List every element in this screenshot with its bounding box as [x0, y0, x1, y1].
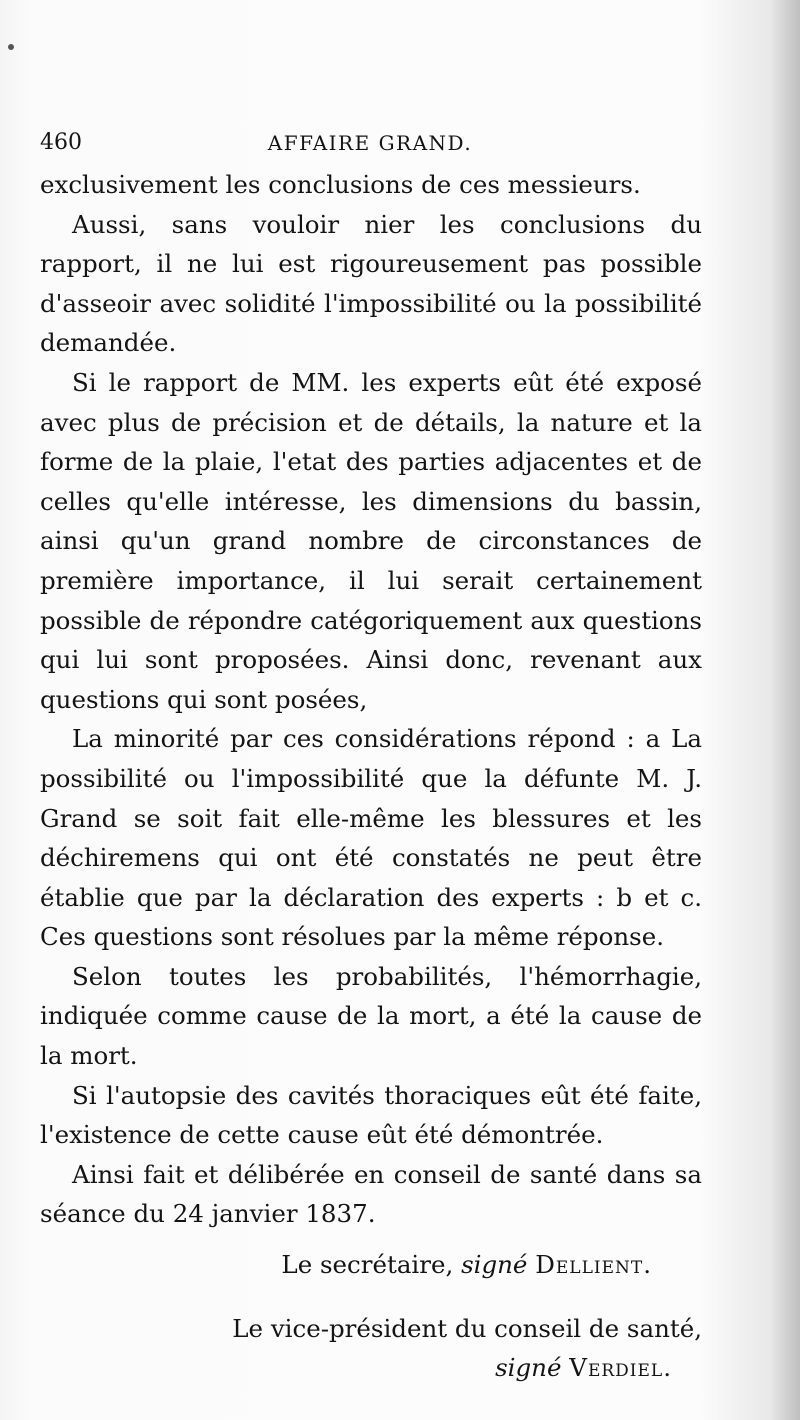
paragraph: La minorité par ces considérations répond : a La possibilité ou l'impossibilité que la défunte M. J. Grand se soit fait elle-même les blessures et les déchiremens qui ont été constatés ne peut être établie que par la déclaration des experts : b et c. Ces questions sont résolues par la même réponse. [40, 724, 702, 952]
running-title: AFFAIRE GRAND. [267, 131, 473, 155]
page-edge-shadow [770, 0, 800, 1420]
vice-president-signed-word: signé [495, 1353, 562, 1383]
secretary-label: Le secrétaire, [281, 1250, 462, 1279]
paragraph: Si l'autopsie des cavités thoraciques eût été faite, l'existence de cette cause eût été démontrée. [40, 1080, 702, 1150]
paragraph: Selon toutes les probabilités, l'hémorrhagie, indiquée comme cause de la mort, a été la cause de la mort. [40, 961, 702, 1071]
secretary-signature [40, 1245, 702, 1285]
ink-speck [8, 44, 14, 50]
paragraph: Aussi, sans vouloir nier les conclusions du rapport, il ne lui est rigoureusement pas possible d'asseoir avec solidité l'impossibilité ou la possibilité demandée. [40, 209, 702, 358]
paragraph: Si le rapport de MM. les experts eût été exposé avec plus de précision et de détails, la nature et la forme de la plaie, l'etat des parties adjacentes et de celles qu'elle intéresse, les dimensions du bassin, ainsi qu'un grand nombre de circonstances de première importance, il lui serait certainement possible de répondre catégoriquement aux questions qui lui sont proposées. Ainsi donc, revenant aux questions qui sont posées, [40, 367, 702, 714]
body-text [40, 165, 702, 1234]
vice-president-title: Le vice-président du conseil de santé, [232, 1313, 702, 1343]
page-number: 460 [40, 130, 82, 155]
signature-block [40, 1245, 702, 1388]
secretary-name: Dellient. [535, 1250, 652, 1279]
vice-president-signature [40, 1348, 702, 1388]
vice-president-name: Verdiel. [569, 1353, 672, 1383]
paragraph-continuation: exclusivement les conclusions de ces messieurs. [40, 170, 641, 199]
running-head [40, 126, 700, 160]
secretary-signed-word: signé [461, 1250, 528, 1279]
paragraph: Ainsi fait et délibérée en conseil de santé dans sa séance du 24 janvier 1837. [40, 1159, 702, 1229]
